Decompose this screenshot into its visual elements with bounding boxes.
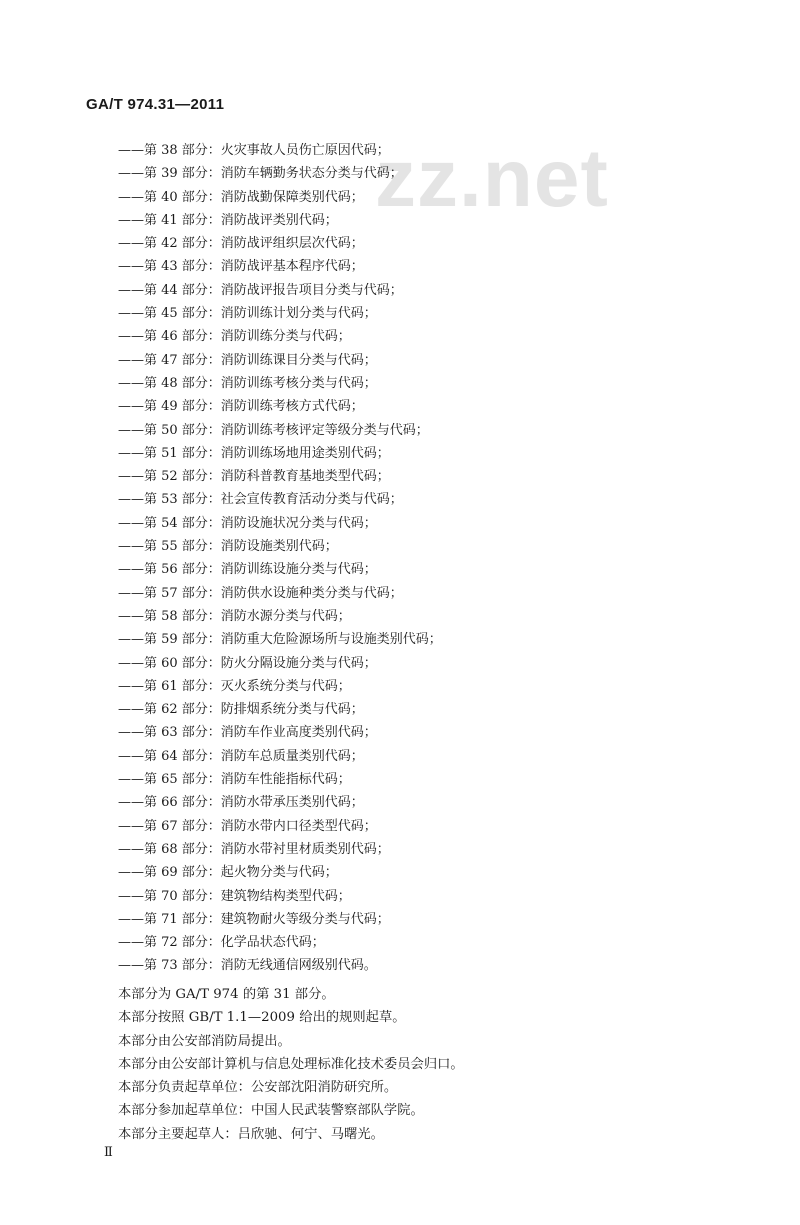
part-list-item: ——第 53 部分：社会宣传教育活动分类与代码；: [118, 492, 403, 508]
part-list-item: ——第 58 部分：消防水源分类与代码；: [118, 608, 351, 624]
part-list-item: ——第 69 部分：起火物分类与代码；: [118, 865, 338, 881]
part-list-item: ——第 65 部分：消防车性能指标代码；: [118, 772, 351, 788]
watermark-text: zz.net: [375, 133, 609, 224]
part-list-item: ——第 42 部分：消防战评组织层次代码；: [118, 236, 364, 252]
part-list-item: ——第 41 部分：消防战评类别代码；: [118, 212, 338, 228]
part-list-item: ——第 66 部分：消防水带承压类别代码；: [118, 795, 364, 811]
foreword-paragraph: 本部分参加起草单位：中国人民武装警察部队学院。: [118, 1103, 424, 1119]
part-list-item: ——第 55 部分：消防设施类别代码；: [118, 539, 338, 555]
part-list-item: ——第 46 部分：消防训练分类与代码；: [118, 329, 351, 345]
part-list-item: ——第 57 部分：消防供水设施种类分类与代码；: [118, 585, 403, 601]
foreword-paragraphs: [118, 983, 464, 1146]
part-list-item: ——第 60 部分：防火分隔设施分类与代码；: [118, 655, 377, 671]
part-list-item: ——第 73 部分：消防无线通信网级别代码。: [118, 958, 377, 974]
part-list-item: ——第 72 部分：化学品状态代码；: [118, 935, 325, 951]
part-list-item: ——第 68 部分：消防水带衬里材质类别代码；: [118, 841, 390, 857]
part-list-item: ——第 40 部分：消防战勤保障类别代码；: [118, 189, 364, 205]
part-list-item: ——第 54 部分：消防设施状况分类与代码；: [118, 515, 377, 531]
standard-code-header: GA/T 974.31—2011: [86, 96, 225, 113]
part-list-item: ——第 56 部分：消防训练设施分类与代码；: [118, 562, 377, 578]
part-list-item: ——第 70 部分：建筑物结构类型代码；: [118, 888, 351, 904]
part-list-item: ——第 67 部分：消防水带内口径类型代码；: [118, 818, 377, 834]
part-list-item: ——第 45 部分：消防训练计划分类与代码；: [118, 306, 377, 322]
page-number: Ⅱ: [104, 1145, 113, 1160]
foreword-paragraph: 本部分负责起草单位：公安部沈阳消防研究所。: [118, 1080, 398, 1096]
part-list-item: ——第 50 部分：消防训练考核评定等级分类与代码；: [118, 422, 429, 438]
part-list-item: ——第 38 部分：火灾事故人员伤亡原因代码；: [118, 143, 390, 158]
foreword-paragraph: 本部分由公安部计算机与信息处理标准化技术委员会归口。: [118, 1056, 464, 1072]
foreword-paragraph: 本部分按照 GB/T 1.1—2009 给出的规则起草。: [118, 1010, 406, 1026]
part-list-item: ——第 51 部分：消防训练场地用途类别代码；: [118, 445, 390, 461]
part-list-item: ——第 52 部分：消防科普教育基地类型代码；: [118, 469, 390, 485]
foreword-paragraph: 本部分由公安部消防局提出。: [118, 1033, 291, 1049]
part-list-item: ——第 59 部分：消防重大危险源场所与设施类别代码；: [118, 632, 442, 648]
part-list-item: ——第 47 部分：消防训练课目分类与代码；: [118, 352, 377, 368]
part-list-item: ——第 43 部分：消防战评基本程序代码；: [118, 259, 364, 275]
part-list-item: ——第 61 部分：灭火系统分类与代码；: [118, 678, 351, 694]
part-list-item: ——第 44 部分：消防战评报告项目分类与代码；: [118, 282, 403, 298]
parts-list: [118, 139, 442, 978]
part-list-item: ——第 39 部分：消防车辆勤务状态分类与代码；: [118, 166, 403, 182]
part-list-item: ——第 63 部分：消防车作业高度类别代码；: [118, 725, 377, 741]
part-list-item: ——第 49 部分：消防训练考核方式代码；: [118, 399, 364, 415]
part-list-item: ——第 48 部分：消防训练考核分类与代码；: [118, 375, 377, 391]
part-list-item: ——第 71 部分：建筑物耐火等级分类与代码；: [118, 911, 390, 927]
part-list-item: ——第 62 部分：防排烟系统分类与代码；: [118, 702, 364, 718]
foreword-paragraph: 本部分主要起草人：吕欣驰、何宁、马曙光。: [118, 1126, 384, 1142]
foreword-paragraph: 本部分为 GA/T 974 的第 31 部分。: [118, 987, 335, 1002]
part-list-item: ——第 64 部分：消防车总质量类别代码；: [118, 748, 364, 764]
